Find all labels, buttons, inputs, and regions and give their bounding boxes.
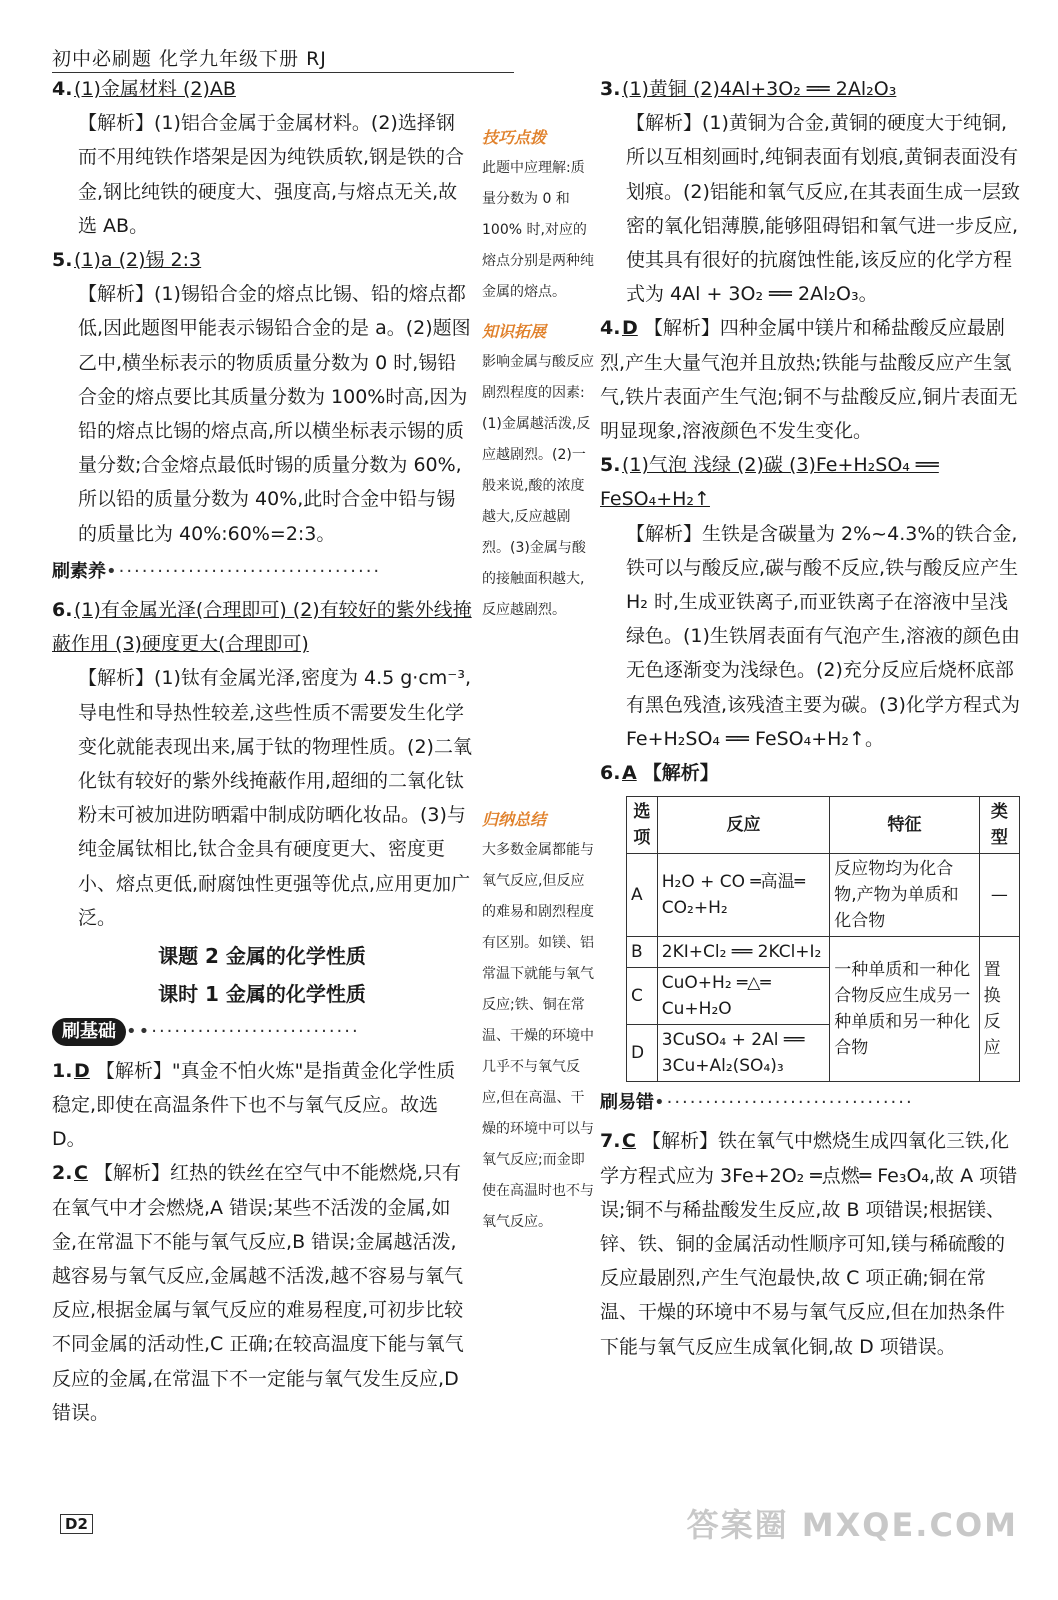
table-header: 类型 bbox=[979, 797, 1019, 854]
table-header: 反应 bbox=[657, 797, 830, 854]
r3-answer: (1)黄铜 (2)4Al+3O₂ ══ 2Al₂O₃ bbox=[622, 78, 897, 100]
page-number: D2 bbox=[60, 1514, 93, 1534]
right-column bbox=[600, 72, 1020, 1364]
margin-notes bbox=[482, 72, 594, 1238]
r3-analysis: 【解析】(1)黄铜为合金,黄铜的硬度大于纯铜,所以互相刻画时,纯铜表面有划痕,黄铜表面没有划痕。(2)铝能和氧气反应,在其表面生成一层致密的氧化铝薄膜,能够阻碍铝和氧气进一步反应,使其具有很好的抗腐蚀性能,该反应的化学方程式为 4Al + 3O₂ ══ 2Al₂O₃。 bbox=[626, 112, 1020, 306]
reaction-table bbox=[626, 796, 1020, 1082]
q4-analysis: 【解析】(1)铝合金属于金属材料。(2)选择钢而不用纯铁作塔架是因为纯铁质软,钢是铁的合金,钢比纯铁的硬度大、强度高,与熔点无关,故选 AB。 bbox=[78, 112, 465, 237]
q4-answer: (1)金属材料 (2)AB bbox=[74, 78, 236, 100]
r7-analysis: 【解析】铁在氧气中燃烧生成四氧化三铁,化学方程式应为 3Fe+2O₂ ═点燃═ Fe₃O₄,故 A 项错误;铜不与稀盐酸发生反应,故 B 项错误;根据镁、锌、铁、铜的金属活动性顺序可知,镁与稀硫酸的反应最剧烈,产生气泡最快,故 C 项正确;铜在常温、干燥的环境中不易与氧气反应,但在加热条件下能与氧气反应生成氧化铜,故 D 项错误。 bbox=[600, 1130, 1018, 1358]
b2-line: 2.C 【解析】红热的铁丝在空气中不能燃烧,只有在氧气中才会燃烧,A 错误;某些不活泼的金属,如金,在常温下不能与氧气反应,B 错误;金属越活泼,越容易与氧气反应,金属越不活泼,越不容易与氧气反应,根据金属与氧气反应的难易程度,可初步比较不同金属的活动性,C 正确;在较高温度下能与氧气反应的金属,在常温下不一定能与氧气发生反应,D 错误。 bbox=[52, 1162, 464, 1424]
r6-answer: A bbox=[622, 762, 637, 785]
left-column bbox=[52, 72, 472, 1430]
r5-analysis: 【解析】生铁是含碳量为 2%~4.3%的铁合金,铁可以与酸反应,碳与酸不反应,铁与酸反应产生 H₂ 时,生成亚铁离子,而亚铁离子在溶液中呈浅绿色。(1)生铁屑表面有气泡产生,溶液的颜色由无色逐渐变为浅绿色。(2)充分反应后烧杯底部有黑色残渣,该残渣主要为碳。(3)化学方程式为 Fe+H₂SO₄ ══ FeSO₄+H₂↑。 bbox=[626, 522, 1020, 750]
table-row: C CuO+H₂ ═△═ Cu+H₂O bbox=[627, 968, 1020, 1025]
section-yicuo: 刷易错•································ bbox=[600, 1092, 914, 1114]
r5-answer: (1)气泡 浅绿 (2)碳 (3)Fe+H₂SO₄ ══ FeSO₄+H₂↑ bbox=[600, 454, 939, 511]
table-row: D 3CuSO₄ + 2Al ══ 3Cu+Al₂(SO₄)₃ bbox=[627, 1025, 1020, 1082]
watermark-logo: 答案圈 MXQE.COM bbox=[686, 1506, 1018, 1544]
r6-line: 6.A 【解析】 bbox=[600, 762, 719, 785]
q5-answer: (1)a (2)锡 2:3 bbox=[74, 249, 202, 272]
tip-guina-title: 归纳总结 bbox=[482, 810, 547, 829]
q4-answer-line: 4.(1)金属材料 (2)AB bbox=[52, 78, 236, 100]
section-suyang: 刷素养•·································· bbox=[52, 560, 382, 582]
tip-guina-text: 大多数金属都能与氧气反应,但反应的难易和剧烈程度有区别。如镁、铝常温下就能与氧气反应;铁、铜在常温、干燥的环境中几乎不与氧气反应,但在高温、干燥的环境中可以与氧气反应;而金即使在高温时也不与氧气反应。 bbox=[482, 842, 594, 1230]
table-row: B 2KI+Cl₂ ══ 2KCl+I₂ 一种单质和一种化合物反应生成另一种单质和另一种化合物 置换反应 bbox=[627, 937, 1020, 968]
r7-line: 7.C 【解析】铁在氧气中燃烧生成四氧化三铁,化学方程式应为 3Fe+2O₂ ═点燃═ Fe₃O₄,故 A 项错误;铜不与稀盐酸发生反应,故 B 项错误;根据镁、锌、铁、铜的金属活动性顺序可知,镁与稀硫酸的反应最剧烈,产生气泡最快,故 C 项正确;铜在常温、干燥的环境中不易与氧气反应,但在加热条件下能与氧气反应生成氧化铜,故 D 项错误。 bbox=[600, 1130, 1018, 1358]
b2-answer: C bbox=[74, 1162, 88, 1185]
q5-answer-line: 5.(1)a (2)锡 2:3 bbox=[52, 249, 202, 272]
q6-answer: (1)有金属光泽(合理即可) (2)有较好的紫外线掩蔽作用 (3)硬度更大(合理即可) bbox=[52, 599, 472, 656]
tip-tuozhan-text: 影响金属与酸反应剧烈程度的因素:(1)金属越活泼,反应越剧烈。(2)一般来说,酸的浓度越大,反应越剧烈。(3)金属与酸的接触面积越大,反应越剧烈。 bbox=[482, 354, 594, 618]
section-jichu: 刷基础 ••··························· bbox=[52, 1015, 472, 1049]
r3-answer-line: 3.(1)黄铜 (2)4Al+3O₂ ══ 2Al₂O₃ bbox=[600, 78, 897, 100]
topic-title: 课题 2 金属的化学性质 bbox=[158, 944, 366, 969]
tip-tuozhan-title: 知识拓展 bbox=[482, 322, 547, 341]
r4-analysis: 【解析】四种金属中镁片和稀盐酸反应最剧烈,产生大量气泡并且放热;铁能与盐酸反应产生氢气,铁片表面产生气泡;铜不与盐酸反应,铜片表面无明显现象,溶液颜色不发生变化。 bbox=[600, 317, 1018, 443]
r6-label: 【解析】 bbox=[642, 762, 719, 785]
q6-answer-line: 6.(1)有金属光泽(合理即可) (2)有较好的紫外线掩蔽作用 (3)硬度更大(合理即可) bbox=[52, 599, 472, 656]
lesson-title: 课时 1 金属的化学性质 bbox=[158, 982, 366, 1007]
b1-analysis: 【解析】"真金不怕火炼"是指黄金化学性质稳定,即使在高温条件下也不与氧气反应。故选 D。 bbox=[52, 1059, 456, 1151]
b2-analysis: 【解析】红热的铁丝在空气中不能燃烧,只有在氧气中才会燃烧,A 错误;某些不活泼的金属,如金,在常温下不能与氧气反应,B 错误;金属越活泼,越容易与氧气反应,金属越不活泼,越不容易与氧气反应,根据金属与氧气反应的难易程度,可初步比较不同金属的活动性,C 正确;在较高温度下能与氧气反应的金属,在常温下不一定能与氧气发生反应,D 错误。 bbox=[52, 1162, 464, 1424]
b1-answer: D bbox=[74, 1059, 90, 1082]
b1-line: 1.D 【解析】"真金不怕火炼"是指黄金化学性质稳定,即使在高温条件下也不与氧气反应。故选 D。 bbox=[52, 1059, 456, 1151]
r4-answer: D bbox=[622, 317, 638, 340]
q6-analysis: 【解析】(1)钛有金属光泽,密度为 4.5 g·cm⁻³,导电性和导热性较差,这些性质不需要发生化学变化就能表现出来,属于钛的物理性质。(2)二氧化钛有较好的紫外线掩蔽作用,超细的二氧化钛粉末可被加进防晒霜中制成防晒化妆品。(3)与纯金属钛相比,钛合金具有硬度更大、密度更小、熔点更低,耐腐蚀性更强等优点,应用更加广泛。 bbox=[78, 667, 472, 929]
tip-jiqiao-text: 此题中应理解:质量分数为 0 和 100% 时,对应的熔点分别是两种纯金属的熔点。 bbox=[482, 160, 594, 300]
table-header: 特征 bbox=[830, 797, 979, 854]
q5-analysis: 【解析】(1)锡铅合金的熔点比锡、铅的熔点都低,因此题图甲能表示锡铅合金的是 a。(2)题图乙中,横坐标表示的物质质量分数为 0 时,锡铅合金的熔点要比其质量分数为 100%时高,因为铅的熔点比锡的熔点高,所以横坐标表示锡的质量分数;合金熔点最低时锡的质量分数为 60%,所以铅的质量分数为 40%,此时合金中铅与锡的质量比为 40%:60%=2:3。 bbox=[78, 283, 471, 545]
table-header: 选项 bbox=[627, 797, 658, 854]
r7-answer: C bbox=[622, 1130, 636, 1153]
r5-answer-line: 5.(1)气泡 浅绿 (2)碳 (3)Fe+H₂SO₄ ══ FeSO₄+H₂↑ bbox=[600, 454, 939, 511]
table-row: A H₂O + CO ═高温═ CO₂+H₂ 反应物均为化合物,产物为单质和化合物 — bbox=[627, 854, 1020, 937]
r4-line: 4.D 【解析】四种金属中镁片和稀盐酸反应最剧烈,产生大量气泡并且放热;铁能与盐酸反应产生氢气,铁片表面产生气泡;铜不与盐酸反应,铜片表面无明显现象,溶液颜色不发生变化。 bbox=[600, 317, 1018, 443]
tip-jiqiao-title: 技巧点拨 bbox=[482, 128, 547, 147]
page-header: 初中必刷题 化学九年级下册 RJ bbox=[52, 48, 327, 70]
